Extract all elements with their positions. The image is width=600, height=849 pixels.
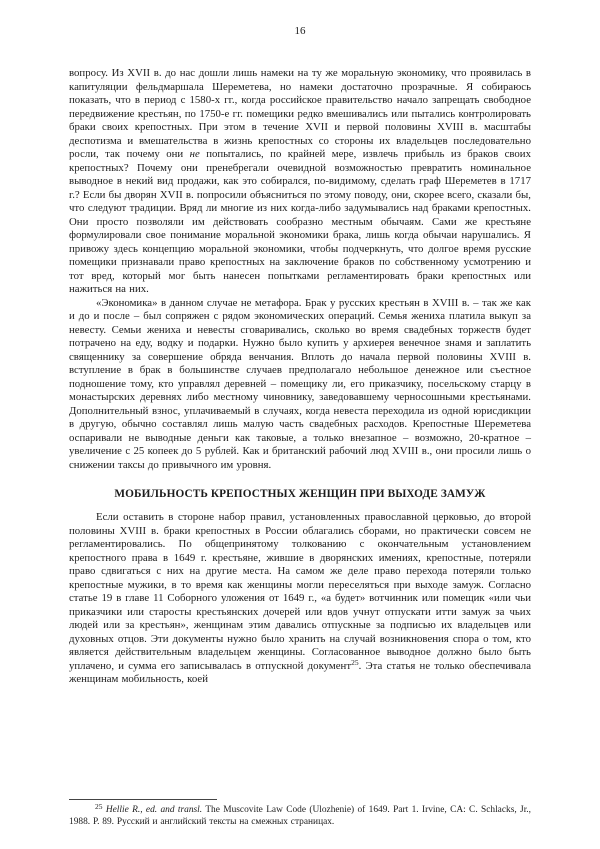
text-segment: Hellie R., ed. and transl. [105, 805, 203, 815]
text-segment: вопросу. Из XVII в. до нас дошли лишь намеки на ту же моральную экономику, что проявилась в капитуляции фельдмаршала Шереметева, но намеки достаточно прозрачные. Я собираюсь показать, что в период с 1580-х гг., когда российское правительство начало запрещать свободное передвижение крестьян, по 1750-е гг. помещики редко вмешивались или пытались контролировать браки своих крепостных. При этом в течение XVII и первой половины XVIII в. масштабы деспотизма и вмешательства в жизнь крепостных со стороны их владельцев последовательно росли, так почему они [69, 67, 531, 160]
text-segment: не [189, 148, 200, 160]
footnote-separator [69, 799, 217, 800]
paragraph [69, 297, 531, 473]
footnote [69, 801, 531, 829]
body-text-bottom [69, 511, 531, 687]
text-segment: «Экономика» в данном случае не метафора. Брак у русских крестьян в XVIII в. – так же как и до и после – был сопряжен с рядом экономических операций. Семья жениха платила выкуп за невесту. Семьи жениха и невесты сговаривались, сколько во время свадебных торжеств будет потрачено на еду, водку и подарки. Нужно было купить у архиерея венечное знамя и заплатить священнику за совершение обряда венчания. Вплоть до начала первой половины XVIII в. вступление в брак в большинстве случаев предполагало небольшое денежное или съестное подношение тому, кто управлял деревней – помещику ли, его приказчику, посельскому старцу в монастырских деревнях либо местному чиновнику, заведовавшему черносошными крестьянами. Дополнительный взнос, уплачиваемый в случаях, когда невеста переходила из одной юрисдикции в другую, обычно составлял лишь малую часть свадебных расходов. Крепостные Шереметева оспаривали не выводные деньги как таковые, а только внезапное – возможно, 20-кратное – увеличение с 25 копеек до 5 рублей. Как и британский рабочий люд XVIII в., они просили лишь о снижении таксы до привычного им уровня. [69, 296, 531, 471]
text-segment: попытались, по крайней мере, извлечь прибыль из браков своих крепостных? Почему они пренебрегали очевидной возможностью превратить номинальное выводное в некий вид продажи, как это собирался, по-видимому, сделать граф Шереметев в 1717 г.? Если бы дворян XVII в. попросили объясниться по этому поводу, они, скорее всего, сказали бы, что следуют традиции. Вряд ли многие из них когда-либо задумывались над браками крепостных. Они просто позволяли им действовать сообразно местным обычаям. Сами же крестьяне формулировали свое понимание моральной экономики брака, лишь когда обычаи нарушались. Я привожу здесь концепцию моральной экономики, чтобы подчеркнуть, что долгое время русские помещики признавали право крепостных на заключение браков по собственному усмотрению и тот вред, который мог быть нанесен попытками регламентировать браки крепостных или нажиться на них. [69, 148, 531, 295]
page-number: 16 [294, 25, 306, 37]
section-heading: МОБИЛЬНОСТЬ КРЕПОСТНЫХ ЖЕНЩИН ПРИ ВЫХОДЕ ЗАМУЖ [114, 488, 486, 500]
page-content [69, 67, 531, 687]
paragraph [69, 67, 531, 297]
text-segment: Если оставить в стороне набор правил, установленных православной церковью, до второй половины XVIII в. браки крепостных в России облагались сборами, но практически совсем не регламентировались. По общепринятому толкованию с окончательным установлением крепостного права в 1649 г. крестьяне, жившие в дворянских имениях, крепостные, потеряли право сдвигаться с них на другие места. На самом же деле право перехода потеряли только крепостные мужики, в то время как женщины могли переселяться при выходе замуж. Согласно статье 19 в главе 11 Соборного уложения от 1649 г., «а будет» вотчинник или помещик «или чьи приказчики или старосты крестьянских дочерей или вдов учнут отпускати итти замуж за чьих людей или за крестьян», женщинам этим давались отпускные за подписью их владельцев или духовных отцов. Эти документы нужно было хранить на случай возникновения спора о том, кто является действительным владельцем женщины. Согласованное выводное должно было быть уплачено, и сумма его записывалась в отпускной документ [69, 511, 531, 672]
footnote-marker: 25 [95, 801, 103, 811]
body-text-top [69, 67, 531, 472]
text-segment: . Эта статья не только обеспечивала женщинам мобильность, коей [69, 659, 531, 685]
footnote-marker: 25 [351, 658, 359, 667]
paragraph [69, 511, 531, 687]
text-segment: The Muscovite Law Code (Ulozhenie) of 1649. Part 1. Irvine, CA: C. Schlacks, Jr., 1988. P. 89. Русский и английский тексты на смежных страницах. [69, 805, 531, 827]
paragraph [69, 801, 531, 829]
footnote-area [69, 799, 531, 829]
